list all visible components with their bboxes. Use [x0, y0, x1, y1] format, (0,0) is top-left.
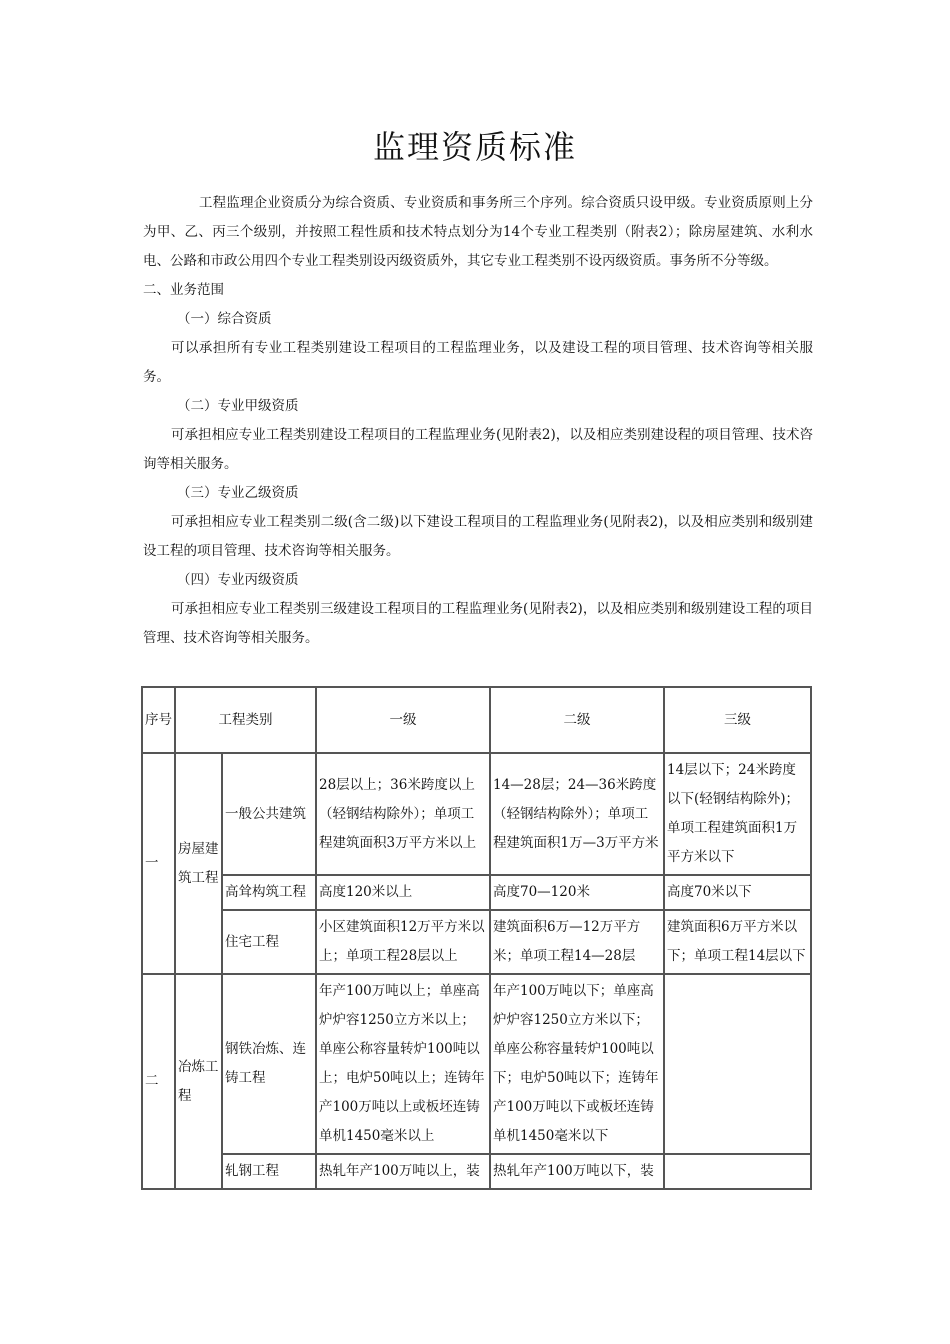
- level1-cell: 28层以上；36米跨度以上（轻钢结构除外）；单项工程建筑面积3万平方米以上: [316, 753, 490, 875]
- sub-heading-1: （一）综合资质: [177, 311, 272, 327]
- sub-text-4: 可承担相应专业工程类别三级建设工程项目的工程监理业务(见附表2)，以及相应类别和级别建设工程的项目管理、技术咨询等相关服务。: [143, 601, 813, 646]
- group-index: 一: [142, 753, 175, 974]
- section-heading: 二、业务范围: [143, 282, 224, 298]
- sub-heading-2: （二）专业甲级资质: [177, 398, 299, 414]
- table-header-row: [142, 687, 811, 753]
- table-row: [142, 1154, 811, 1189]
- level2-cell: 建筑面积6万—12万平方米；单项工程14—28层: [490, 910, 664, 974]
- level2-cell: 热轧年产100万吨以下，装: [490, 1154, 664, 1189]
- level1-cell: 热轧年产100万吨以上，装: [316, 1154, 490, 1189]
- sub-heading-4: （四）专业丙级资质: [177, 572, 299, 588]
- level3-cell: [664, 974, 811, 1154]
- header-index: 序号: [142, 687, 175, 753]
- page-title: 监理资质标准: [372, 128, 577, 166]
- level2-cell: 年产100万吨以下；单座高炉炉容1250立方米以下；单座公称容量转炉100吨以下；电炉50吨以下；连铸年产100万吨以下或板坯连铸单机1450毫米以下: [490, 974, 664, 1154]
- table-row: [142, 974, 811, 1154]
- level3-cell: 高度70米以下: [664, 875, 811, 910]
- level3-cell: 建筑面积6万平方米以下；单项工程14层以下: [664, 910, 811, 974]
- sub-text-1: 可以承担所有专业工程类别建设工程项目的工程监理业务，以及建设工程的项目管理、技术咨询等相关服务。: [143, 340, 813, 385]
- subcategory-cell: 住宅工程: [222, 910, 316, 974]
- header-category: 工程类别: [175, 687, 316, 753]
- group-name: 房屋建筑工程: [175, 753, 222, 974]
- level1-cell: 年产100万吨以上；单座高炉炉容1250立方米以上；单座公称容量转炉100吨以上；电炉50吨以上；连铸年产100万吨以上或板坯连铸单机1450毫米以上: [316, 974, 490, 1154]
- header-level3: 三级: [664, 687, 811, 753]
- header-level1: 一级: [316, 687, 490, 753]
- subcategory-cell: 一般公共建筑: [222, 753, 316, 875]
- group-index: 二: [142, 974, 175, 1189]
- intro-paragraph: 工程监理企业资质分为综合资质、专业资质和事务所三个序列。综合资质只设甲级。专业资质原则上分为甲、乙、丙三个级别，并按照工程性质和技术特点划分为14个专业工程类别（附表2）；除房屋建筑、水利水电、公路和市政公用四个专业工程类别设丙级资质外，其它专业工程类别不设丙级资质。事务所不分等级。: [143, 195, 813, 269]
- level3-cell: 14层以下；24米跨度以下(轻钢结构除外)；单项工程建筑面积1万平方米以下: [664, 753, 811, 875]
- subcategory-cell: 轧钢工程: [222, 1154, 316, 1189]
- header-level2: 二级: [490, 687, 664, 753]
- table-row: [142, 753, 811, 875]
- sub-text-2: 可承担相应专业工程类别建设工程项目的工程监理业务(见附表2)，以及相应类别建设程的项目管理、技术咨询等相关服务。: [143, 427, 813, 472]
- subcategory-cell: 高耸构筑工程: [222, 875, 316, 910]
- level3-cell: [664, 1154, 811, 1189]
- level2-cell: 高度70—120米: [490, 875, 664, 910]
- sub-heading-3: （三）专业乙级资质: [177, 485, 299, 501]
- table-row: [142, 875, 811, 910]
- subcategory-cell: 钢铁冶炼、连铸工程: [222, 974, 316, 1154]
- sub-text-3: 可承担相应专业工程类别二级(含二级)以下建设工程项目的工程监理业务(见附表2)，以及相应类别和级别建设工程的项目管理、技术咨询等相关服务。: [143, 514, 813, 559]
- body-text: [143, 189, 813, 653]
- level1-cell: 小区建筑面积12万平方米以上；单项工程28层以上: [316, 910, 490, 974]
- group-name: 冶炼工程: [175, 974, 222, 1189]
- level2-cell: 14—28层；24—36米跨度（轻钢结构除外）；单项工程建筑面积1万—3万平方米: [490, 753, 664, 875]
- table-row: [142, 910, 811, 974]
- level1-cell: 高度120米以上: [316, 875, 490, 910]
- qualification-table: [141, 686, 812, 1190]
